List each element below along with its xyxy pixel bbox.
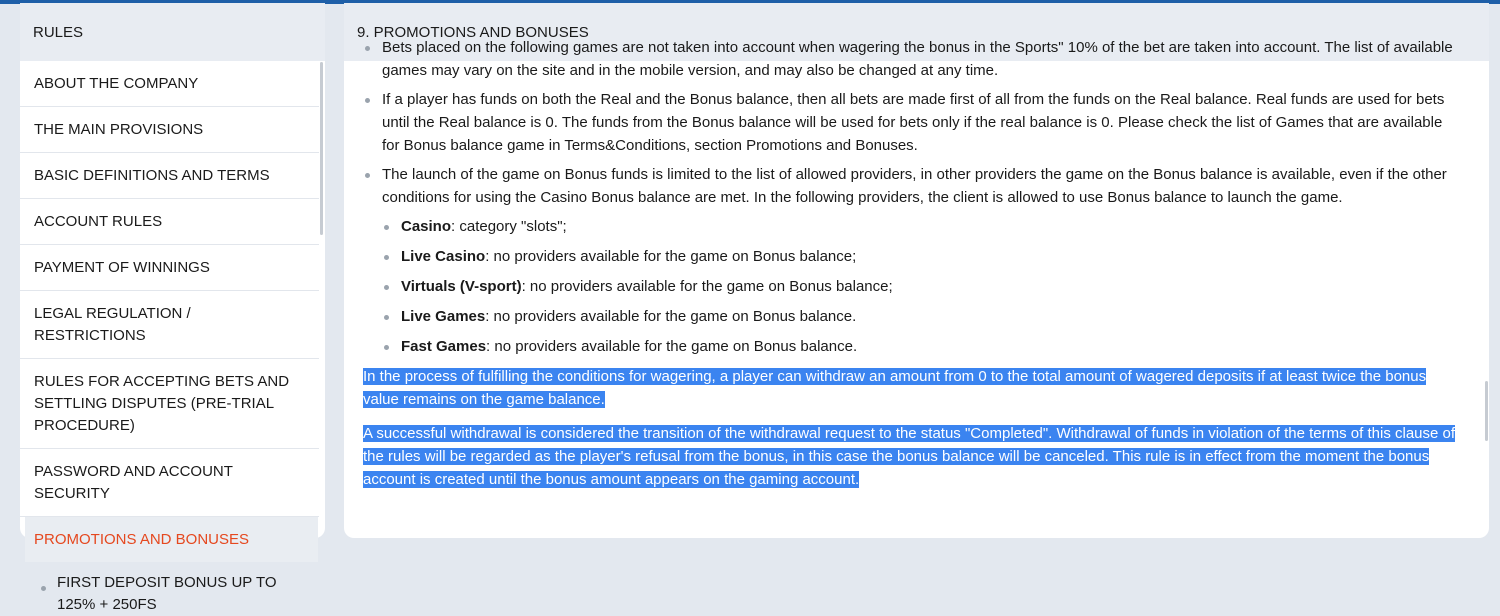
- provider-text: : no providers available for the game on Bonus balance.: [486, 338, 858, 355]
- selected-text: In the process of fulfilling the conditions for wagering, a player can withdraw an amount from 0 to the total amount of wagered deposits if at least twice the bonus value remains on the game balance.: [363, 368, 1427, 408]
- provider-item: [363, 335, 1463, 358]
- sidebar-item-basic-definitions[interactable]: BASIC DEFINITIONS AND TERMS: [20, 153, 319, 199]
- provider-name: Casino: [401, 218, 452, 235]
- provider-text: : category "slots";: [451, 218, 567, 235]
- sidebar-item-password-security[interactable]: PASSWORD AND ACCOUNT SECURITY: [20, 449, 319, 517]
- provider-text: : no providers available for the game on Bonus balance.: [485, 308, 857, 325]
- provider-name: Live Games: [401, 308, 486, 325]
- sidebar-subitem-first-deposit-bonus[interactable]: [20, 562, 319, 616]
- content-scrollbar[interactable]: [1485, 381, 1488, 441]
- rules-sidebar: [20, 3, 325, 613]
- sidebar-item-account-rules[interactable]: ACCOUNT RULES: [20, 199, 319, 245]
- section-title: 9. PROMOTIONS AND BONUSES: [357, 23, 589, 41]
- sidebar-nav: [20, 61, 325, 616]
- sidebar-item-main-provisions[interactable]: THE MAIN PROVISIONS: [20, 107, 319, 153]
- rules-bullet-list: [363, 36, 1463, 209]
- provider-name: Fast Games: [401, 338, 487, 355]
- completed-withdrawal-paragraph: [363, 422, 1463, 491]
- list-item: If a player has funds on both the Real and the Bonus balance, then all bets are made first of all from the funds on the Real balance. Real funds are used for bets until the Real balance is 0. The funds from the Bonus balance will be used for bets only if the real balance is 0. Please check the list of Games that are available for Bonus balance game in Terms&Conditions, section Promotions and Bonuses.: [363, 88, 1463, 157]
- sidebar-subitem-label: FIRST DEPOSIT BONUS UP TO 125% + 250FS: [57, 574, 277, 613]
- sidebar-item-payment-of-winnings[interactable]: PAYMENT OF WINNINGS: [20, 245, 319, 291]
- bullet-dot-icon: [41, 586, 46, 591]
- list-item: [363, 163, 1463, 209]
- provider-item: [363, 215, 1463, 238]
- sidebar-header: [20, 3, 325, 61]
- list-item-text: The launch of the game on Bonus funds is limited to the list of allowed providers, in other providers the game on the Bonus balance is available, even if the other conditions for using the Casino Bonus balance are met. In the following providers, the client is allowed to use Bonus balance to launch the game.: [382, 166, 1447, 206]
- provider-item: [363, 305, 1463, 328]
- provider-name: Live Casino: [401, 248, 486, 265]
- provider-item: [363, 275, 1463, 298]
- list-item: Bets placed on the following games are not taken into account when wagering the bonus in the Sports" 10% of the bet are taken into account. The list of available games may vary on the site and in the mobile version, and may also be changed at any time.: [363, 36, 1463, 82]
- sidebar-title: RULES: [33, 23, 84, 41]
- provider-text: : no providers available for the game on Bonus balance;: [485, 248, 857, 265]
- content-scroll-area[interactable]: [344, 39, 1489, 538]
- sidebar-item-legal-regulation[interactable]: LEGAL REGULATION / RESTRICTIONS: [20, 291, 319, 359]
- sidebar-item-promotions-bonuses[interactable]: PROMOTIONS AND BONUSES: [25, 517, 318, 562]
- provider-item: [363, 245, 1463, 268]
- provider-name: Virtuals (V-sport): [401, 278, 522, 295]
- provider-text: : no providers available for the game on Bonus balance;: [521, 278, 893, 295]
- rules-content-panel: [344, 3, 1489, 538]
- sidebar-scrollbar[interactable]: [320, 62, 323, 235]
- section-body: [363, 36, 1463, 502]
- withdrawal-paragraph: [363, 365, 1463, 411]
- selected-text: A successful withdrawal is considered the transition of the withdrawal request to the status "Completed". Withdrawal of funds in violation of the terms of this clause of the rules will be regarded as the player's refusal from the bonus, in this case the bonus balance will be canceled. This rule is in effect from the moment the bonus account is created until the bonus amount appears on the gaming account.: [363, 425, 1456, 488]
- sidebar-item-accepting-bets[interactable]: RULES FOR ACCEPTING BETS AND SETTLING DISPUTES (PRE-TRIAL PROCEDURE): [20, 359, 319, 449]
- sidebar-item-about-company[interactable]: ABOUT THE COMPANY: [20, 61, 319, 107]
- providers-list: [363, 215, 1463, 358]
